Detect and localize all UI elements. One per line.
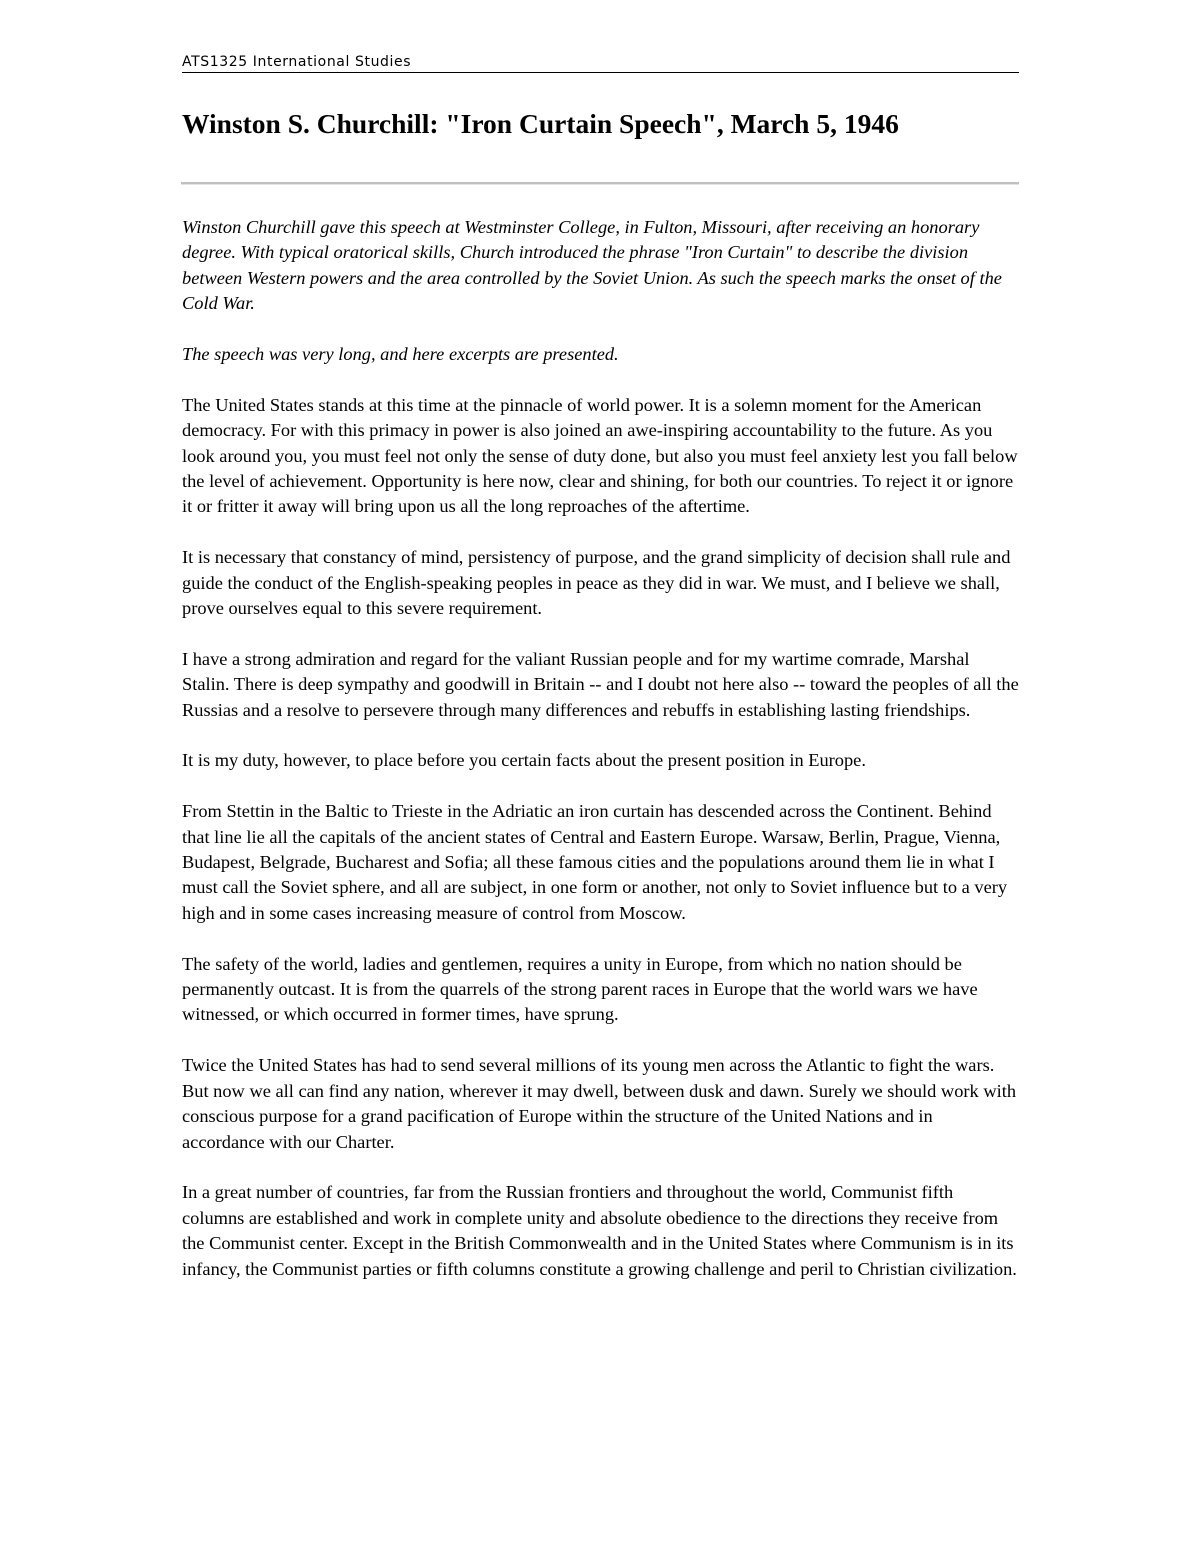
intro-note: The speech was very long, and here excerpts are presented. [182, 344, 619, 365]
speech-paragraph: I have a strong admiration and regard for the valiant Russian people and for my wartime comrade, Marshal Stalin. There is deep sympathy and goodwill in Britain -- and I doubt not here also -- toward the peoples of all the Russias and a resolve to persevere through many differences and rebuffs in establishing lasting friendships. [182, 648, 1019, 720]
speech-paragraph: The United States stands at this time at the pinnacle of world power. It is a solemn moment for the American democracy. For with this primacy in power is also joined an awe-inspiring accountability to the future. As you look around you, you must feel not only the sense of duty done, but also you must feel anxiety lest you fall below the level of achievement. Opportunity is here now, clear and shining, for both our countries. To reject it or ignore it or fritter it away will bring upon us all the long reproaches of the aftertime. [182, 394, 1018, 517]
page-header-course: ATS1325 International Studies [182, 52, 1019, 73]
intro-paragraph: Winston Churchill gave this speech at Westminster College, in Fulton, Missouri, after receiving an honorary degree. With typical oratorical skills, Church introduced the phrase "Iron Curtain" to describe the division between Western powers and the area controlled by the Soviet Union. As such the speech marks the onset of the Cold War. [182, 217, 1002, 314]
speech-paragraph: In a great number of countries, far from the Russian frontiers and throughout the world, Communist fifth columns are established and work in complete unity and absolute obedience to the directions they receive from the Communist center. Except in the British Commonwealth and in the United States where Communism is in its infancy, the Communist parties or fifth columns constitute a growing challenge and peril to Christian civilization. [182, 1182, 1017, 1279]
document-body [182, 215, 1019, 1307]
speech-paragraph: It is necessary that constancy of mind, persistency of purpose, and the grand simplicity of decision shall rule and guide the conduct of the English-speaking peoples in peace as they did in war. We must, and I believe we shall, prove ourselves equal to this severe requirement. [182, 547, 1011, 619]
speech-paragraph: The safety of the world, ladies and gentlemen, requires a unity in Europe, from which no nation should be permanently outcast. It is from the quarrels of the strong parent races in Europe that the world wars we have witnessed, or which occurred in former times, have sprung. [182, 953, 978, 1025]
speech-paragraph: From Stettin in the Baltic to Trieste in the Adriatic an iron curtain has descended across the Continent. Behind that line lie all the capitals of the ancient states of Central and Eastern Europe. Warsaw, Berlin, Prague, Vienna, Budapest, Belgrade, Bucharest and Sofia; all these famous cities and the populations around them lie in what I must call the Soviet sphere, and all are subject, in one form or another, not only to Soviet influence but to a very high and in some cases increasing measure of control from Moscow. [182, 801, 1008, 923]
speech-paragraph: Twice the United States has had to send several millions of its young men across the Atlantic to fight the wars. But now we all can find any nation, wherever it may dwell, between dusk and dawn. Surely we should work with conscious purpose for a grand pacification of Europe within the structure of the United Nations and in accordance with our Charter. [182, 1055, 1017, 1152]
page-title: Winston S. Churchill: "Iron Curtain Speech", March 5, 1946 [182, 108, 899, 139]
title-divider [181, 182, 1019, 185]
speech-paragraph: It is my duty, however, to place before you certain facts about the present position in Europe. [182, 750, 866, 771]
